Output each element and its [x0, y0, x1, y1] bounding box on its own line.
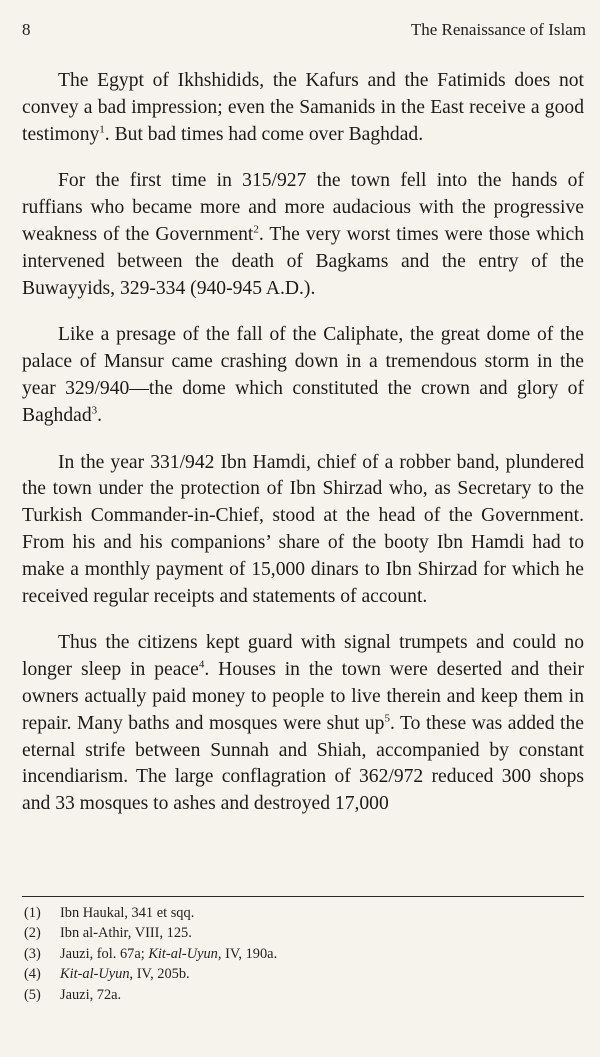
footnote-number: (1) — [24, 905, 41, 921]
paragraph — [22, 450, 584, 611]
text-run: Jauzi, 72a. — [60, 986, 122, 1003]
text-run: Thus the citizens kept guard with signal trumpets and could no longer sleep in peace — [22, 632, 584, 681]
paragraph — [22, 68, 584, 148]
paragraph — [22, 630, 584, 818]
footnote-marker: 5 — [384, 712, 390, 725]
footnote-number: (2) — [24, 925, 41, 942]
footnote — [24, 964, 584, 984]
page-number: 8 — [22, 20, 31, 39]
italic-title: Kit-al-Uyun — [148, 945, 218, 962]
paragraph — [22, 322, 584, 429]
footnote-text — [60, 923, 192, 943]
footnote-number: (5) — [24, 986, 41, 1003]
footnote-rule — [22, 896, 584, 897]
footnotes — [24, 903, 584, 1005]
footnote-marker: 1 — [99, 123, 105, 136]
paragraph — [22, 168, 584, 302]
text-run: For the first time in 315/927 the town fell into the hands of ruffians who became more and more audacious with the progressive weakness of the Government — [22, 170, 584, 245]
text-run: Ibn Haukal, 341 et sqq. — [60, 905, 195, 921]
text-run: Jauzi, fol. 67a; — [60, 945, 149, 962]
text-run: . The very worst times were those which intervened between the death of Bagkams and the entry of the Buwayyids, 329-334 (940-945 A.D.). — [22, 223, 584, 299]
text-run: , IV, 190a. — [217, 945, 278, 962]
text-run: In the year 331/942 Ibn Hamdi, chief of a robber band, plundered the town under the protection of Ibn Shirzad who, as Secretary to the Turkish Commander-in-Chief, stood at the head of the Government. From his and his companions’ share of the booty Ibn Hamdi had to make a monthly payment of 15,000 dinars to Ibn Shirzad for which he received regular receipts and statements of account. — [22, 451, 584, 607]
footnote-text — [60, 985, 121, 1005]
footnote-text — [60, 903, 194, 923]
running-title: The Renaissance of Islam — [410, 20, 586, 39]
footnote-marker: 4 — [198, 658, 205, 671]
footnote — [24, 923, 584, 943]
text-run: . To these was added the eternal strife between Sunnah and Shiah, accompanied by constant incendiarism. The large conflagration of 362/972 reduced 300 shops and 33 mosques to ashes and destroyed 17,000 — [22, 712, 584, 815]
footnote — [24, 985, 584, 1005]
running-header — [22, 20, 586, 40]
footnote — [24, 903, 584, 923]
body-text — [22, 68, 584, 818]
footnote-marker: 2 — [253, 223, 259, 236]
footnote-marker: 3 — [91, 404, 98, 417]
text-run: . But bad times had come over Baghdad. — [104, 123, 424, 145]
text-run: The Egypt of Ikhshidids, the Kafurs and the Fatimids does not convey a bad impression; even the Samanids in the East receive a good testimony — [22, 70, 584, 145]
footnote-text — [60, 944, 277, 964]
footnote-text — [60, 964, 190, 984]
footnote-number: (4) — [24, 966, 41, 983]
footnote-number: (3) — [24, 945, 41, 962]
text-run: , IV, 205b. — [129, 966, 190, 983]
text-run: . — [97, 404, 103, 426]
footnote — [24, 944, 584, 964]
italic-title: Kit-al-Uyun — [60, 966, 130, 983]
text-run: Like a presage of the fall of the Caliphate, the great dome of the palace of Mansur came crashing down in a tremendous storm in the year 329/940—the dome which constituted the crown and glory of Baghdad — [22, 324, 584, 426]
text-run: Ibn al-Athir, VIII, 125. — [60, 925, 192, 942]
text-run: . Houses in the town were deserted and their owners actually paid money to people to live therein and keep them in repair. Many baths and mosques were shut up — [22, 659, 584, 734]
